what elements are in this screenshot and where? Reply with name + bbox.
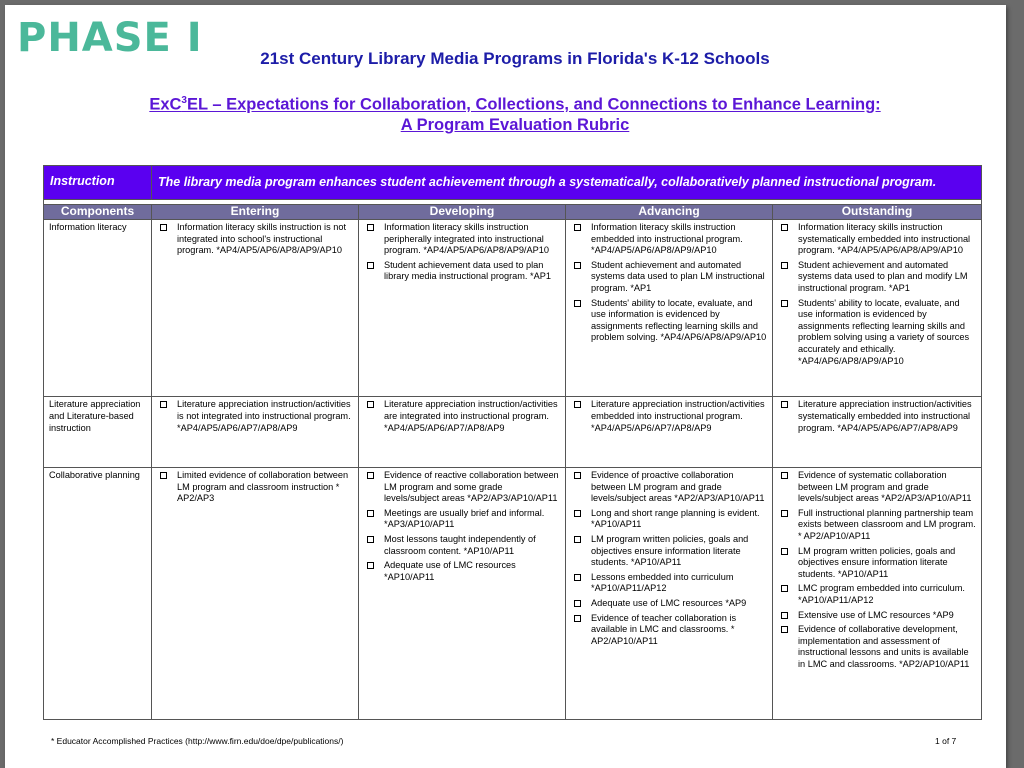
criteria-item: Student achievement and automated systems data used to plan and modify LM instructional program. *AP1 <box>778 260 976 295</box>
criteria-item: Student achievement data used to plan library media instructional program. *AP1 <box>364 260 560 283</box>
subtitle-line1: EL – Expectations for Collaboration, Collections, and Connections to Enhance Learning: <box>186 95 881 114</box>
document-page <box>5 5 1006 768</box>
criteria-item: Adequate use of LMC resources *AP9 <box>571 598 767 610</box>
criteria-cell-outstanding <box>773 467 982 719</box>
subtitle-superscript: 3 <box>181 95 187 106</box>
criteria-item: Information literacy skills instruction systematically embedded into instructional program. *AP4/AP5/AP6/AP8/AP9/AP10 <box>778 222 976 257</box>
criteria-item: Evidence of teacher collaboration is available in LMC and classrooms. * AP2/AP10/AP11 <box>571 613 767 648</box>
criteria-item: Literature appreciation instruction/activities systematically embedded into instructional program. *AP4/AP5/AP6/AP7/AP8/AP9 <box>778 399 976 434</box>
phase-label: PHASE I <box>17 15 203 61</box>
footnote: * Educator Accomplished Practices (http://www.firn.edu/doe/dpe/publications/) <box>51 736 344 746</box>
criteria-item: Evidence of reactive collaboration between LM program and some grade levels/subject areas *AP2/AP3/AP10/AP11 <box>364 470 560 505</box>
subtitle-line2: A Program Evaluation Rubric <box>400 115 630 134</box>
rubric-table <box>43 165 982 720</box>
column-header: Outstanding <box>773 205 982 220</box>
section-name: Instruction <box>44 166 152 200</box>
criteria-item: Evidence of collaborative development, implementation and assessment of instructional lessons and units is available in LMC and classrooms. *AP2/AP10/AP11 <box>778 624 976 670</box>
criteria-list <box>364 470 560 583</box>
criteria-cell-advancing <box>566 220 773 397</box>
criteria-list <box>157 399 353 434</box>
rubric-row <box>44 467 982 719</box>
section-statement: The library media program enhances student achievement through a systematically, collaboratively planned instructional program. <box>152 166 982 200</box>
criteria-cell-entering <box>152 467 359 719</box>
criteria-list <box>778 470 976 671</box>
page-number: 1 of 7 <box>935 736 957 746</box>
criteria-cell-outstanding <box>773 220 982 397</box>
criteria-list <box>778 222 976 367</box>
criteria-list <box>157 470 353 505</box>
criteria-item: Extensive use of LMC resources *AP9 <box>778 610 976 622</box>
criteria-cell-developing <box>359 467 566 719</box>
criteria-item: Student achievement and automated systems data used to plan LM instructional program. *AP1 <box>571 260 767 295</box>
criteria-cell-advancing <box>566 397 773 468</box>
subtitle-prefix: ExC <box>149 95 182 114</box>
document-title: 21st Century Library Media Programs in Florida's K-12 Schools <box>260 49 770 68</box>
criteria-item: Lessons embedded into curriculum *AP10/AP11/AP12 <box>571 572 767 595</box>
criteria-list <box>364 399 560 434</box>
criteria-item: Information literacy skills instruction embedded into instructional program. *AP4/AP5/AP6/AP8/AP9/AP10 <box>571 222 767 257</box>
criteria-item: Evidence of proactive collaboration between LM program and grade levels/subject areas *AP2/AP3/AP10/AP11 <box>571 470 767 505</box>
criteria-item: Literature appreciation instruction/activities embedded into instructional program. *AP4/AP5/AP6/AP7/AP8/AP9 <box>571 399 767 434</box>
rubric-subtitle <box>5 91 1024 135</box>
criteria-item: Literature appreciation instruction/activities are integrated into instructional program. *AP4/AP5/AP6/AP7/AP8/AP9 <box>364 399 560 434</box>
section-header-row <box>44 166 982 200</box>
criteria-item: Students' ability to locate, evaluate, and use information is evidenced by assignments reflecting learning skills and problem solving using a variety of sources accurately and ethically. *AP4/AP6/AP8/AP9/AP10 <box>778 298 976 368</box>
criteria-item: Students' ability to locate, evaluate, and use information is evidenced by assignments reflecting learning skills and problem solving. *AP4/AP6/AP8/AP9/AP10 <box>571 298 767 344</box>
component-cell: Collaborative planning <box>44 467 152 719</box>
criteria-cell-entering <box>152 397 359 468</box>
criteria-item: Evidence of systematic collaboration between LM program and grade levels/subject areas *AP2/AP3/AP10/AP11 <box>778 470 976 505</box>
criteria-cell-outstanding <box>773 397 982 468</box>
criteria-list <box>157 222 353 257</box>
criteria-item: Meetings are usually brief and informal. *AP3/AP10/AP11 <box>364 508 560 531</box>
rubric-row <box>44 220 982 397</box>
criteria-list <box>571 399 767 434</box>
criteria-item: Information literacy skills instruction is not integrated into school's instructional program. *AP4/AP5/AP6/AP8/AP9/AP10 <box>157 222 353 257</box>
column-header: Entering <box>152 205 359 220</box>
criteria-list <box>571 222 767 344</box>
column-header: Components <box>44 205 152 220</box>
component-cell: Information literacy <box>44 220 152 397</box>
column-header: Developing <box>359 205 566 220</box>
criteria-item: Limited evidence of collaboration between LM program and classroom instruction * AP2/AP3 <box>157 470 353 505</box>
criteria-cell-developing <box>359 397 566 468</box>
rubric-row <box>44 397 982 468</box>
criteria-item: LM program written policies, goals and objectives ensure information literate students. *AP10/AP11 <box>571 534 767 569</box>
criteria-item: Full instructional planning partnership team exists between classroom and LM program. * AP2/AP10/AP11 <box>778 508 976 543</box>
criteria-list <box>364 222 560 283</box>
column-header-row <box>44 205 982 220</box>
column-header: Advancing <box>566 205 773 220</box>
criteria-list <box>571 470 767 647</box>
component-cell: Literature appreciation and Literature-based instruction <box>44 397 152 468</box>
criteria-cell-advancing <box>566 467 773 719</box>
criteria-list <box>778 399 976 434</box>
criteria-item: Adequate use of LMC resources *AP10/AP11 <box>364 560 560 583</box>
criteria-item: Most lessons taught independently of classroom content. *AP10/AP11 <box>364 534 560 557</box>
criteria-item: Information literacy skills instruction peripherally integrated into instructional program. *AP4/AP5/AP6/AP8/AP9/AP10 <box>364 222 560 257</box>
criteria-cell-entering <box>152 220 359 397</box>
criteria-item: LM program written policies, goals and objectives ensure information literate students. *AP10/AP11 <box>778 546 976 581</box>
criteria-item: Literature appreciation instruction/activities is not integrated into instructional program. *AP4/AP5/AP6/AP7/AP8/AP9 <box>157 399 353 434</box>
criteria-item: LMC program embedded into curriculum. *AP10/AP11/AP12 <box>778 583 976 606</box>
criteria-cell-developing <box>359 220 566 397</box>
criteria-item: Long and short range planning is evident. *AP10/AP11 <box>571 508 767 531</box>
